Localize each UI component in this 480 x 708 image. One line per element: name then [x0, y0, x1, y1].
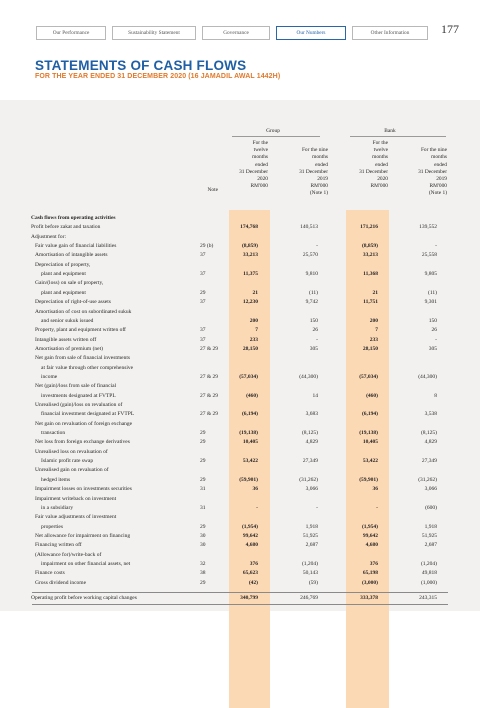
row-label: Unrealised loss on revaluation of: [35, 448, 108, 455]
row-value: 140,513: [300, 224, 318, 231]
row-value: 33,213: [362, 252, 378, 259]
total-bottom-rule: [32, 604, 448, 605]
row-note: 30: [200, 532, 206, 539]
row-label: properties: [41, 523, 63, 530]
row-value: 9,301: [424, 299, 437, 306]
row-value: (1,204): [420, 560, 437, 567]
page-number: 177: [441, 22, 459, 36]
column-header-line: (Note 1): [309, 190, 328, 197]
table-row: [0, 345, 480, 354]
row-value: 376: [249, 560, 258, 567]
row-label: Operating profit before working capital changes: [31, 595, 137, 601]
row-label: Depreciation of property,: [35, 261, 91, 268]
row-label: Financing written off: [35, 542, 82, 549]
column-header-line: 2020: [377, 175, 388, 182]
row-value: 65,623: [242, 570, 258, 577]
row-label: Net allowance for impairment on financing: [35, 532, 131, 539]
row-value: (8,125): [420, 430, 437, 437]
column-header-line: twelve: [373, 147, 388, 154]
row-value: -: [316, 336, 318, 343]
row-note: 31: [200, 504, 206, 511]
row-value: (11): [309, 289, 318, 296]
row-value: 2,687: [305, 542, 318, 549]
row-value: -: [256, 504, 258, 511]
nav-tab-our-numbers[interactable]: Our Numbers: [276, 26, 346, 40]
row-value: 305: [428, 345, 437, 352]
row-label: transaction: [41, 430, 66, 437]
table-row: [0, 420, 480, 429]
page-subtitle: FOR THE YEAR ENDED 31 DECEMBER 2020 (16 JAMADIL AWAL 1442H): [35, 73, 281, 80]
row-value: 3,683: [305, 411, 318, 418]
row-note: 29 (b): [200, 243, 214, 250]
table-row: [0, 289, 480, 298]
column-header-line: [278, 140, 328, 147]
column-header-2: [278, 140, 328, 198]
row-value: (11): [428, 289, 437, 296]
row-value: 36: [252, 486, 258, 493]
row-value: 27,349: [302, 458, 318, 465]
row-label: impairment on other financial assets, net: [41, 560, 131, 567]
row-label: financial investment designated at FVTPL: [41, 411, 135, 418]
column-header-line: ended: [315, 161, 328, 168]
row-value: 49,818: [421, 570, 437, 577]
table-row: [0, 298, 480, 307]
cash-flow-table: [0, 100, 480, 611]
row-value: (59,901): [239, 476, 258, 483]
row-value: 12,230: [242, 299, 258, 306]
row-value: 11,751: [363, 299, 378, 306]
row-value: 3,066: [305, 486, 318, 493]
row-value: (8,859): [241, 243, 258, 250]
row-value: 65,198: [362, 570, 378, 577]
table-row: [0, 560, 480, 569]
column-header-line: [397, 140, 447, 147]
table-row: [0, 261, 480, 270]
table-row: [0, 364, 480, 373]
nav-tab-governance[interactable]: Governance: [202, 26, 270, 40]
row-value: (19,138): [359, 430, 378, 437]
row-label: plant and equipment: [41, 271, 86, 278]
column-header-line: twelve: [253, 147, 268, 154]
nav-tab-other-information[interactable]: Other Information: [352, 26, 428, 40]
row-value: 150: [428, 317, 437, 324]
row-note: 38: [200, 570, 206, 577]
page-title: STATEMENTS OF CASH FLOWS: [35, 58, 247, 73]
table-row: [0, 410, 480, 419]
table-row: [0, 251, 480, 260]
row-value: 150: [309, 317, 318, 324]
column-header-4: [397, 140, 447, 198]
row-value: 51,925: [421, 532, 437, 539]
row-label: Profit before zakat and taxation: [31, 224, 101, 231]
row-note: 27 & 29: [200, 345, 219, 352]
row-note: 27 & 29: [200, 373, 219, 380]
table-row: [0, 382, 480, 391]
table-row: [0, 438, 480, 447]
column-header-line: [338, 190, 388, 197]
row-value: (19,138): [239, 430, 258, 437]
row-label: Amortisation of intangible assets: [35, 252, 108, 259]
row-note: 37: [200, 271, 206, 278]
column-header-line: [218, 190, 268, 197]
table-row: [0, 504, 480, 513]
column-header-3: [338, 140, 388, 198]
row-value: (6,194): [241, 411, 258, 418]
row-value: 4,680: [365, 542, 378, 549]
row-label: Net gain from sale of financial investments: [35, 355, 130, 362]
row-label: Impairment writeback on investment: [35, 495, 117, 502]
row-value: 27,349: [421, 458, 437, 465]
row-value: (1,954): [241, 523, 258, 530]
row-label: income: [41, 373, 58, 380]
row-value: 50,143: [302, 570, 318, 577]
row-value: 139,552: [419, 224, 437, 231]
row-value: 233: [249, 336, 258, 343]
table-row: [0, 448, 480, 457]
column-header-line: 2020: [257, 175, 268, 182]
nav-tab-our-performance[interactable]: Our Performance: [36, 26, 106, 40]
column-header-line: RM'000: [429, 183, 447, 190]
row-value: (42): [248, 579, 258, 586]
row-label: Net (gain)/loss from sale of financial: [35, 383, 117, 390]
row-value: (31,262): [299, 476, 318, 483]
row-value: (57,034): [359, 373, 378, 380]
table-row: [0, 317, 480, 326]
row-value: 14: [312, 392, 318, 399]
row-value: 28,150: [362, 345, 378, 352]
table-row: [0, 279, 480, 288]
table-row: [0, 223, 480, 232]
column-header-line: months: [312, 154, 328, 161]
row-note: 31: [200, 486, 206, 493]
group-header: Group: [266, 128, 280, 134]
row-value: (460): [366, 392, 378, 399]
row-note: 27 & 29: [200, 392, 219, 399]
row-note: 27 & 29: [200, 411, 219, 418]
column-header-line: 31 December: [359, 168, 388, 175]
row-value: 7: [255, 327, 258, 334]
table-row: [0, 551, 480, 560]
table-row: [0, 392, 480, 401]
column-header-line: For the: [252, 140, 268, 146]
column-header-line: RM'000: [310, 183, 328, 190]
row-label: Gross dividend income: [35, 579, 87, 586]
row-value: 33,213: [242, 252, 258, 259]
column-header-line: RM'000: [370, 183, 388, 190]
table-row: [0, 476, 480, 485]
column-header-line: For the nine: [301, 147, 328, 154]
table-row: [0, 326, 480, 335]
row-label: Gain/(loss) on sale of property,: [35, 280, 104, 287]
column-header-line: ended: [255, 161, 268, 168]
row-value: 200: [369, 317, 378, 324]
row-label: Impairment losses on investments securities: [35, 486, 132, 493]
row-note: 37: [200, 327, 206, 334]
row-value: 21: [372, 289, 378, 296]
row-note: 29: [200, 476, 206, 483]
row-value: 11,375: [243, 271, 258, 278]
table-row: [0, 336, 480, 345]
table-row: [0, 495, 480, 504]
table-row: [0, 485, 480, 494]
row-label: Fair value adjustments of investment: [35, 514, 117, 521]
row-value: 7: [375, 327, 378, 334]
row-label: Amortisation of premium (net): [35, 345, 103, 352]
column-header-line: months: [431, 154, 447, 161]
row-value: 25,558: [421, 252, 437, 259]
row-label: Islamic profit rate swap: [41, 458, 94, 465]
row-value: 3,066: [424, 486, 437, 493]
table-row: [0, 242, 480, 251]
row-label: hedged items: [41, 476, 71, 483]
column-header-line: RM'000: [250, 183, 268, 190]
row-label: plant and equipment: [41, 289, 86, 296]
column-header-line: (Note 1): [428, 190, 447, 197]
row-label: and senior sukuk issued: [41, 317, 94, 324]
table-row: [0, 523, 480, 532]
row-value: 36: [372, 486, 378, 493]
row-value: 10,405: [242, 439, 258, 446]
row-label: Intangible assets written off: [35, 336, 97, 343]
row-value: 26: [431, 327, 437, 334]
row-value: (6,194): [361, 411, 378, 418]
row-value: 340,799: [240, 595, 258, 601]
row-value: 1,918: [305, 523, 318, 530]
row-label: (Allowance for)/write-back of: [35, 551, 102, 558]
row-label: Fair value gain of financial liabilities: [35, 243, 117, 250]
row-value: (1,954): [361, 523, 378, 530]
row-label: Adjustment for:: [31, 233, 66, 240]
total-top-rule: [32, 592, 448, 593]
row-note: 37: [200, 336, 206, 343]
row-value: 2,687: [424, 542, 437, 549]
row-label: Unrealised (gain)/loss on revaluation of: [35, 402, 123, 408]
row-value: -: [435, 243, 437, 250]
table-row: [0, 429, 480, 438]
row-label: Property, plant and equipment written off: [35, 327, 126, 334]
row-value: 174,768: [240, 224, 258, 231]
row-label: Cash flows from operating activities: [31, 215, 116, 221]
row-label: investments designated at FVTPL: [41, 392, 116, 399]
row-value: 376: [369, 560, 378, 567]
row-value: 246,769: [300, 595, 318, 601]
row-note: 29: [200, 289, 206, 296]
row-value: (8,125): [301, 430, 318, 437]
table-row: [0, 569, 480, 578]
row-value: 11,368: [363, 271, 378, 278]
row-label: Net loss from foreign exchange derivatives: [35, 439, 130, 446]
row-note: 37: [200, 299, 206, 306]
row-value: (44,300): [418, 373, 437, 380]
row-value: 3,538: [424, 411, 437, 418]
row-label: Unrealised gain on revaluation of: [35, 467, 109, 474]
row-value: (8,859): [361, 243, 378, 250]
row-note: 30: [200, 542, 206, 549]
row-note: 29: [200, 523, 206, 530]
table-row: [0, 401, 480, 410]
row-label: at fair value through other comprehensive: [41, 364, 134, 371]
row-value: (1,000): [420, 579, 437, 586]
row-value: -: [435, 336, 437, 343]
row-value: 53,422: [362, 458, 378, 465]
column-header-line: ended: [434, 161, 447, 168]
table-row: [0, 532, 480, 541]
row-value: (600): [425, 504, 437, 511]
column-header-line: ended: [375, 161, 388, 168]
row-label: Amortisation of cost on subordinated sukuk: [35, 308, 132, 315]
row-label: Depreciation of right-of-use assets: [35, 299, 111, 306]
column-header-line: months: [372, 154, 388, 161]
row-value: (460): [246, 392, 258, 399]
row-note: 29: [200, 458, 206, 465]
group-underline: [232, 136, 320, 137]
column-header-line: 2019: [436, 175, 447, 182]
row-note: 37: [200, 252, 206, 259]
row-value: 8: [434, 392, 437, 399]
row-value: (57,034): [239, 373, 258, 380]
row-value: 333,378: [360, 595, 378, 601]
row-value: 53,422: [242, 458, 258, 465]
row-value: 10,405: [362, 439, 378, 446]
row-value: 25,570: [302, 252, 318, 259]
table-row: [0, 457, 480, 466]
nav-tab-sustainability-statement[interactable]: Sustainability Statement: [112, 26, 196, 40]
row-label: Net gain on revaluation of foreign exchange: [35, 420, 133, 427]
row-value: 305: [309, 345, 318, 352]
row-value: (3,000): [361, 579, 378, 586]
bank-header: Bank: [384, 128, 396, 134]
row-value: 28,150: [242, 345, 258, 352]
table-row: [0, 233, 480, 242]
row-value: 171,216: [360, 224, 378, 231]
row-value: 21: [252, 289, 258, 296]
table-row: [0, 579, 480, 588]
row-value: -: [316, 504, 318, 511]
table-row: [0, 541, 480, 550]
table-row: [0, 354, 480, 363]
column-header-1: [218, 140, 268, 198]
table-row: [0, 270, 480, 279]
row-value: 200: [249, 317, 258, 324]
table-row: [0, 214, 480, 223]
table-row: [0, 308, 480, 317]
row-label: Finance costs: [35, 570, 65, 577]
row-value: 26: [312, 327, 318, 334]
row-value: (59,901): [359, 476, 378, 483]
row-value: 99,642: [242, 532, 258, 539]
row-note: 29: [200, 430, 206, 437]
row-value: 1,918: [424, 523, 437, 530]
row-value: -: [376, 504, 378, 511]
row-value: -: [316, 243, 318, 250]
column-header-line: months: [252, 154, 268, 161]
row-value: (44,300): [299, 373, 318, 380]
table-row: [0, 373, 480, 382]
row-note: 29: [200, 579, 206, 586]
row-note: 32: [200, 560, 206, 567]
row-value: 243,315: [419, 595, 437, 601]
column-header-line: For the: [372, 140, 388, 146]
column-header-line: 31 December: [418, 168, 447, 175]
row-value: 4,829: [305, 439, 318, 446]
table-row: [0, 513, 480, 522]
bank-underline: [350, 136, 446, 137]
table-row: [0, 466, 480, 475]
note-column-header: Note: [207, 187, 218, 193]
column-header-line: 2019: [317, 175, 328, 182]
row-note: 29: [200, 439, 206, 446]
row-value: 4,829: [424, 439, 437, 446]
row-value: 51,925: [302, 532, 318, 539]
total-row: [0, 594, 480, 603]
row-value: 233: [369, 336, 378, 343]
row-value: 99,642: [362, 532, 378, 539]
row-label: in a subsidiary: [41, 504, 74, 511]
column-header-line: 31 December: [299, 168, 328, 175]
row-value: 9,810: [305, 271, 318, 278]
row-value: (1,204): [301, 560, 318, 567]
row-value: 4,680: [245, 542, 258, 549]
row-value: (31,262): [418, 476, 437, 483]
row-value: 9,805: [424, 271, 437, 278]
row-value: (59): [308, 579, 318, 586]
column-header-line: For the nine: [420, 147, 447, 154]
column-header-line: 31 December: [239, 168, 268, 175]
top-navigation: [36, 26, 428, 40]
row-value: 9,742: [305, 299, 318, 306]
